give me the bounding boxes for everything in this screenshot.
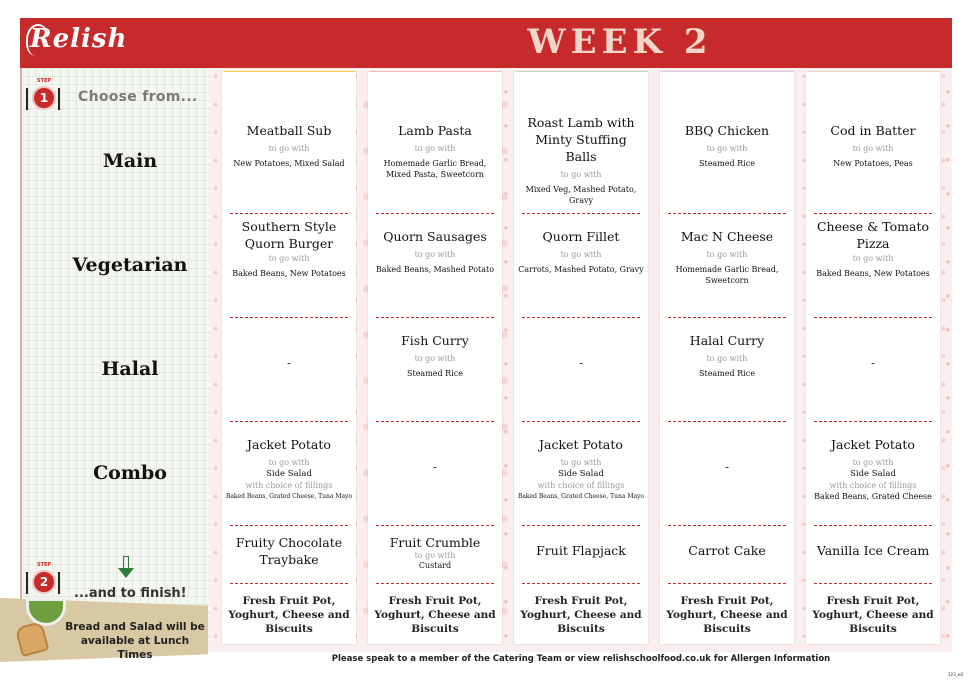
main-dish-cell (222, 104, 356, 214)
choose-from-heading: Choose from... (78, 89, 198, 105)
category-vegetarian: Vegetarian (72, 254, 188, 276)
day-column-tuesday (368, 72, 502, 644)
dessert-name: Fruit Crumble (389, 535, 481, 550)
step-label: STEP (37, 562, 52, 568)
to-go-with-label: to go with (414, 250, 456, 259)
side-dishes: Mixed Veg, Mashed Potato, Gravy (525, 185, 637, 205)
dish-name: Meatball Sub (246, 123, 332, 138)
allergen-footer: Please speak to a member of the Catering Team or view relishschoolfood.co.uk for Allergen Information (331, 654, 831, 664)
fillings-list: Baked Beans, Grated Cheese, Tuna Mayo (517, 493, 645, 500)
combo-dish-cell (222, 422, 356, 526)
finish-options: Fresh Fruit Pot, Yoghurt, Cheese and Biscuits (374, 595, 496, 635)
knife-icon (26, 88, 28, 110)
day-column-wednesday (514, 72, 648, 644)
vegetarian-dish-cell (368, 214, 502, 318)
category-combo: Combo (93, 462, 167, 484)
finish-options: Fresh Fruit Pot, Yoghurt, Cheese and Biscuits (812, 595, 934, 635)
fillings-choice-label: with choice of fillings (537, 481, 625, 490)
side-dishes: Baked Beans, Mashed Potato (375, 265, 495, 274)
finish-cell (222, 584, 356, 644)
week-title: WEEK 2 (527, 22, 713, 62)
no-option-dash: - (286, 356, 292, 370)
dish-name: Quorn Sausages (383, 229, 487, 244)
dessert-cell (368, 526, 502, 584)
halal-dish-cell (514, 318, 648, 422)
halal-dish-cell (660, 318, 794, 422)
main-dish-cell (660, 104, 794, 214)
dessert-cell (514, 526, 648, 584)
dessert-cell (222, 526, 356, 584)
dessert-name: Carrot Cake (688, 543, 766, 558)
to-go-with-label: to go with (706, 354, 748, 363)
step-1-badge (24, 78, 64, 112)
to-go-with-label: to go with (268, 144, 310, 153)
to-go-with-label: to go with (414, 551, 456, 560)
to-go-with-label: to go with (414, 354, 456, 363)
side-dishes: Homemade Garlic Bread, Mixed Pasta, Sweetcorn (383, 159, 487, 179)
header-banner (20, 18, 952, 68)
fork-icon (58, 572, 60, 594)
no-option-dash: - (578, 356, 584, 370)
finish-heading: ...and to finish! (74, 586, 187, 601)
side-dishes: Steamed Rice (407, 369, 463, 378)
side-salad: Side Salad (850, 469, 896, 479)
vegetarian-dish-cell (514, 214, 648, 318)
dessert-cell (806, 526, 940, 584)
dish-name: Quorn Fillet (542, 229, 620, 244)
halal-dish-cell (368, 318, 502, 422)
combo-dish-cell (806, 422, 940, 526)
to-go-with-label: to go with (706, 250, 748, 259)
finish-options: Fresh Fruit Pot, Yoghurt, Cheese and Biscuits (520, 595, 642, 635)
dish-name: BBQ Chicken (684, 123, 770, 138)
dish-name: Lamb Pasta (398, 123, 472, 138)
fillings-choice-label: with choice of fillings (245, 481, 333, 490)
side-dishes: Homemade Garlic Bread, Sweetcorn (675, 265, 779, 285)
combo-dish-cell (660, 422, 794, 526)
dessert-name: Fruity Chocolate Traybake (235, 535, 343, 567)
dish-name: Fish Curry (401, 333, 469, 348)
main-dish-cell (368, 104, 502, 214)
knife-icon (26, 572, 28, 594)
day-column-friday (806, 72, 940, 644)
document-code: 123_w2 (948, 672, 964, 677)
halal-dish-cell (222, 318, 356, 422)
vegetarian-dish-cell (222, 214, 356, 318)
day-column-thursday (660, 72, 794, 644)
side-dishes: New Potatoes, Peas (833, 159, 913, 168)
to-go-with-label: to go with (852, 254, 894, 263)
to-go-with-label: to go with (706, 144, 748, 153)
dessert-name: Vanilla Ice Cream (816, 543, 930, 558)
finish-cell (806, 584, 940, 644)
no-option-dash: - (432, 460, 438, 474)
side-dishes: New Potatoes, Mixed Salad (233, 159, 345, 168)
bread-salad-text: Bread and Salad will be available at Lunch Times (65, 621, 205, 661)
fillings-choice-label: with choice of fillings (829, 481, 917, 490)
no-option-dash: - (724, 460, 730, 474)
dish-name: Halal Curry (689, 333, 765, 348)
to-go-with-label: to go with (852, 458, 894, 467)
combo-dish-cell (514, 422, 648, 526)
step-2-badge (24, 562, 64, 596)
to-go-with-label: to go with (560, 170, 602, 179)
dish-name: Cod in Batter (830, 123, 916, 138)
vegetarian-dish-cell (660, 214, 794, 318)
dish-name: Jacket Potato (247, 437, 331, 452)
dish-name: Jacket Potato (539, 437, 623, 452)
side-dishes: Carrots, Mashed Potato, Gravy (518, 265, 644, 274)
side-dishes: Steamed Rice (699, 369, 755, 378)
category-halal: Halal (101, 358, 159, 380)
halal-dish-cell (806, 318, 940, 422)
to-go-with-label: to go with (560, 250, 602, 259)
plate-icon: 1 (32, 86, 56, 110)
finish-cell (368, 584, 502, 644)
to-go-with-label: to go with (414, 144, 456, 153)
category-main: Main (102, 150, 158, 172)
side-dishes: Baked Beans, New Potatoes (816, 269, 930, 278)
day-column-monday (222, 72, 356, 644)
finish-options: Fresh Fruit Pot, Yoghurt, Cheese and Biscuits (666, 595, 788, 635)
down-arrow-icon (118, 556, 134, 582)
vegetarian-dish-cell (806, 214, 940, 318)
dish-name: Cheese & Tomato Pizza (816, 219, 930, 251)
finish-options: Fresh Fruit Pot, Yoghurt, Cheese and Biscuits (228, 595, 350, 635)
side-dishes: Steamed Rice (699, 159, 755, 168)
fillings-list: Baked Beans, Grated Cheese, Tuna Mayo (225, 493, 353, 500)
dessert-cell (660, 526, 794, 584)
side-dishes: Baked Beans, New Potatoes (232, 269, 346, 278)
dessert-side: Custard (418, 561, 452, 570)
finish-cell (660, 584, 794, 644)
margin-rule (20, 68, 22, 652)
plate-icon: 2 (32, 570, 56, 594)
side-salad: Side Salad (266, 469, 312, 479)
no-option-dash: - (870, 356, 876, 370)
dessert-name: Fruit Flapjack (536, 543, 626, 558)
dish-name: Mac N Cheese (680, 229, 774, 244)
step-label: STEP (37, 78, 52, 84)
dish-name: Roast Lamb with Minty Stuffing Balls (527, 115, 635, 164)
combo-dish-cell (368, 422, 502, 526)
to-go-with-label: to go with (268, 458, 310, 467)
finish-cell (514, 584, 648, 644)
relish-logo: Relish (30, 24, 128, 54)
to-go-with-label: to go with (560, 458, 602, 467)
main-dish-cell (514, 104, 648, 214)
to-go-with-label: to go with (268, 254, 310, 263)
fillings-list: Baked Beans, Grated Cheese (814, 492, 932, 501)
dish-name: Jacket Potato (831, 437, 915, 452)
side-salad: Side Salad (558, 469, 604, 479)
dish-name: Southern Style Quorn Burger (241, 219, 337, 251)
to-go-with-label: to go with (852, 144, 894, 153)
main-dish-cell (806, 104, 940, 214)
fork-icon (58, 88, 60, 110)
